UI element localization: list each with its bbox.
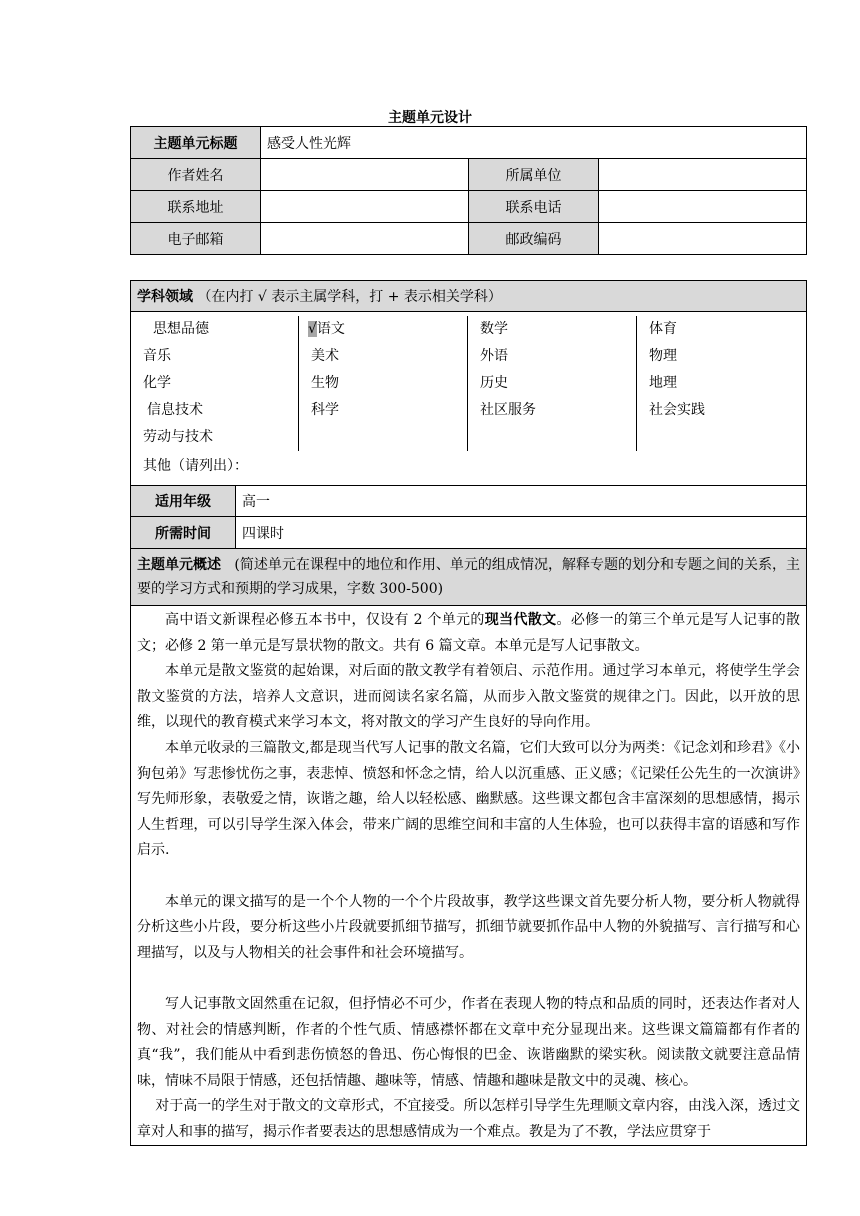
other-subjects[interactable]: 其他（请列出）： [143,458,248,474]
address-row [131,191,807,223]
p1-text-bold: 现当代散文 [484,612,557,628]
subject-item[interactable]: 体育 [649,321,677,337]
overview-note: (简述单元在课程中的地位和作用、单元的组成情况，解释专题的划分和专题之间的关系，主要的学习方式和预期的学习成果，字数 300-500) [137,557,801,597]
phone-field[interactable] [599,191,807,223]
email-row [131,223,807,255]
info-table [130,126,807,255]
unit-field[interactable] [599,159,807,191]
subject-item[interactable]: 化学 [143,375,171,391]
blank-line [137,966,800,992]
subject-col-4 [637,316,805,451]
subject-item[interactable]: 社区服务 [480,402,536,418]
subject-item[interactable]: 生物 [311,375,339,391]
phone-label: 联系电话 [469,191,599,223]
overview-paragraph-3: 本单元收录的三篇散文,都是现当代写人记事的散文名篇，它们大致可以分为两类：《记念刘和珍君》《小狗包弟》写悲惨忧伤之事，表悲悼、愤怒和怀念之情，给人以沉重感、正义感；《记梁任公先生的一次演讲》写先师形象，表敬爱之情，诙谐之趣，给人以轻松感、幽默感。这些课文都包含丰富深刻的思想感情，揭示人生哲理，可以引导学生深入体会，带来广阔的思维空间和丰富的人生体验，也可以获得丰富的语感和写作启示. [137,739,800,859]
subject-header-title: 学科领域 [137,289,193,305]
theme-title-row [131,127,807,159]
overview-paragraph-4: 本单元的课文描写的是一个个人物的一个个片段故事，教学这些课文首先要分析人物，要分析人物就得分析这些小片段，要分析这些小片段就要抓细节描写，抓细节就要抓作品中人物的外貌描写、言行描写和心理描写，以及与人物相关的社会事件和社会环境描写。 [137,893,800,961]
time-label: 所需时间 [131,517,236,549]
address-field[interactable] [261,191,469,223]
subject-col-3 [468,316,637,451]
subject-item-checked[interactable] [308,316,467,343]
author-field[interactable] [261,159,469,191]
subject-item-label: 语文 [316,321,345,337]
overview-paragraph-5: 写人记事散文固然重在记叙，但抒情必不可少，作者在表现人物的特点和品质的同时，还表达作者对人物、对社会的情感判断，作者的个性气质、情感襟怀都在文章中充分显现出来。这些课文篇篇都有作者的真“我”，我们能从中看到悲伤愤怒的鲁迅、伤心悔恨的巴金、诙谐幽默的梁实秋。阅读散文就要注意品情味，情味不局限于情感，还包括情趣、趣味等，情感、情趣和趣味是散文中的灵魂、核心。 [137,995,800,1089]
subject-item[interactable]: 数学 [480,321,508,337]
subject-item[interactable]: 历史 [480,375,508,391]
postcode-field[interactable] [599,223,807,255]
unit-label: 所属单位 [469,159,599,191]
overview-label: 主题单元概述 [137,557,222,573]
email-label: 电子邮箱 [131,223,261,255]
author-label: 作者姓名 [131,159,261,191]
subject-grid [131,316,806,451]
subject-item[interactable]: 地理 [649,375,677,391]
email-field[interactable] [261,223,469,255]
subject-item[interactable]: 社会实践 [649,402,705,418]
p1-text-a: 高中语文新课程必修五本书中，仅设有 2 个单元的 [165,612,485,628]
subject-table [130,280,807,1146]
time-value[interactable]: 四课时 [236,517,807,549]
subject-col-2 [299,316,468,451]
theme-title-value[interactable]: 感受人性光辉 [261,127,807,159]
page-title: 主题单元设计 [388,110,472,126]
overview-paragraph-1 [137,608,800,659]
p1-text-b: 。必修一的第三个单元是写人记事的散文；必修 2 第一单元是写景状物的散文。共有 6 篇文章。本单元是写人记事散文。 [137,612,801,654]
overview-paragraph-6: 对于高一的学生对于散文的文章形式，不宜接受。所以怎样引导学生先理顺文章内容，由浅入深，透过文章对人和事的描写，揭示作者要表达的思想感情成为一个难点。教是为了不教，学法应贯穿于 [137,1098,800,1140]
subject-item[interactable]: 美术 [311,348,339,364]
blank-line [137,864,800,890]
subject-header-note: （在内打 √ 表示主属学科，打 + 表示相关学科） [197,289,502,305]
subject-item[interactable]: 思想品德 [153,321,209,337]
subject-item[interactable]: 物理 [649,348,677,364]
subject-header [131,281,807,312]
subject-item[interactable]: 劳动与技术 [143,429,213,445]
postcode-label: 邮政编码 [469,223,599,255]
check-mark-icon: √ [308,321,317,337]
subject-grid-cell [131,312,807,486]
theme-title-label: 主题单元标题 [131,127,261,159]
subject-item[interactable]: 信息技术 [147,402,203,418]
overview-body[interactable] [131,606,807,1146]
subject-item[interactable]: 外语 [480,348,508,364]
author-row [131,159,807,191]
grade-value[interactable]: 高一 [236,486,807,517]
overview-header [131,549,807,606]
subject-item[interactable]: 科学 [311,402,339,418]
subject-item[interactable]: 音乐 [143,348,171,364]
overview-paragraph-2: 本单元是散文鉴赏的起始课，对后面的散文教学有着领启、示范作用。通过学习本单元，将使学生学会散文鉴赏的方法，培养人文意识，进而阅读名家名篇，从而步入散文鉴赏的规律之门。因此，以开放的思维，以现代的教育模式来学习本文，将对散文的学习产生良好的导向作用。 [137,663,800,731]
grade-label: 适用年级 [131,486,236,517]
subject-col-1 [131,316,299,451]
address-label: 联系地址 [131,191,261,223]
